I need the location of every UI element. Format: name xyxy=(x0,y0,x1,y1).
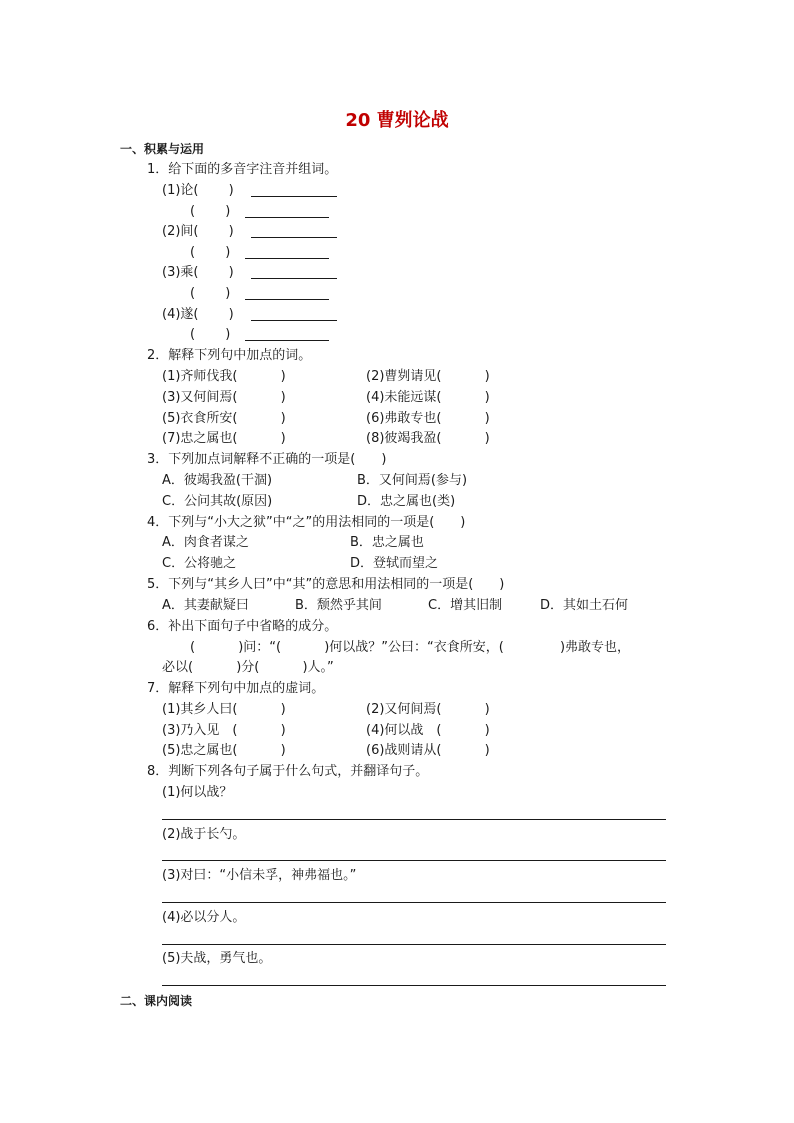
answer-blank[interactable] xyxy=(251,278,337,279)
q7-item: (3)乃入见 ( ) xyxy=(162,723,286,738)
q3-option-b: B．又何间焉(参与) xyxy=(357,473,468,488)
q1-row: ( ) xyxy=(190,286,231,301)
q1-row: (2)间( ) xyxy=(162,224,234,239)
q7-item: (2)又何间焉( ) xyxy=(366,702,490,717)
section-heading-2: 二、课内阅读 xyxy=(120,994,193,1008)
q2-item: (8)彼竭我盈( ) xyxy=(366,431,490,446)
q5-option-a: A．其妻献疑曰 xyxy=(162,598,249,613)
q2-stem: 2．解释下列句中加点的词。 xyxy=(147,348,312,363)
q8-sentence: (1)何以战？ xyxy=(162,785,233,800)
q3-stem: 3．下列加点词解释不正确的一项是( ) xyxy=(147,452,387,467)
q2-item: (4)未能远谋( ) xyxy=(366,390,490,405)
q1-row: ( ) xyxy=(190,204,231,219)
q1-row: (3)乘( ) xyxy=(162,265,234,280)
q7-item: (4)何以战 ( ) xyxy=(366,723,490,738)
answer-blank[interactable] xyxy=(251,196,337,197)
answer-line[interactable] xyxy=(162,902,666,903)
q3-option-a: A．彼竭我盈(干涸) xyxy=(162,473,273,488)
page-title: 20 曹刿论战 xyxy=(345,110,449,131)
q4-option-a: A．肉食者谋之 xyxy=(162,535,249,550)
answer-blank[interactable] xyxy=(245,340,329,341)
q1-stem: 1．给下面的多音字注音并组词。 xyxy=(147,162,338,177)
q4-option-d: D．登轼而望之 xyxy=(350,556,439,571)
q6-line: 必以( )分( )人。” xyxy=(162,660,334,675)
q4-option-c: C．公将驰之 xyxy=(162,556,237,571)
q6-line: ( )问：“( )何以战？”公曰：“衣食所安，( )弗敢专也， xyxy=(190,640,631,655)
q8-sentence: (4)必以分人。 xyxy=(162,910,246,925)
q8-stem: 8．判断下列各句子属于什么句式，并翻译句子。 xyxy=(147,764,429,779)
q1-row: ( ) xyxy=(190,327,231,342)
q2-item: (5)衣食所安( ) xyxy=(162,411,286,426)
section-heading-1: 一、积累与运用 xyxy=(120,142,205,156)
answer-blank[interactable] xyxy=(245,217,329,218)
q1-row: (4)遂( ) xyxy=(162,307,234,322)
q5-option-c: C．增其旧制 xyxy=(428,598,503,613)
answer-blank[interactable] xyxy=(251,320,337,321)
answer-line[interactable] xyxy=(162,985,666,986)
q7-stem: 7．解释下列句中加点的虚词。 xyxy=(147,681,325,696)
q8-sentence: (2)战于长勺。 xyxy=(162,827,246,842)
answer-line[interactable] xyxy=(162,819,666,820)
answer-blank[interactable] xyxy=(251,237,337,238)
q6-stem: 6．补出下面句子中省略的成分。 xyxy=(147,619,338,634)
q2-item: (3)又何间焉( ) xyxy=(162,390,286,405)
q8-sentence: (3)对曰：“小信未孚，神弗福也。” xyxy=(162,868,357,883)
answer-blank[interactable] xyxy=(245,258,329,259)
q2-item: (7)忠之属也( ) xyxy=(162,431,286,446)
q2-item: (1)齐师伐我( ) xyxy=(162,369,286,384)
answer-line[interactable] xyxy=(162,944,666,945)
q7-item: (5)忠之属也( ) xyxy=(162,743,286,758)
answer-line[interactable] xyxy=(162,860,666,861)
answer-blank[interactable] xyxy=(245,299,329,300)
q2-item: (6)弗敢专也( ) xyxy=(366,411,490,426)
q7-item: (6)战则请从( ) xyxy=(366,743,490,758)
q4-option-b: B．忠之属也 xyxy=(350,535,424,550)
q5-option-b: B．颓然乎其间 xyxy=(295,598,382,613)
q1-row: (1)论( ) xyxy=(162,183,234,198)
q1-row: ( ) xyxy=(190,245,231,260)
q3-option-d: D．忠之属也(类) xyxy=(357,494,456,509)
q7-item: (1)其乡人曰( ) xyxy=(162,702,286,717)
q2-item: (2)曹刿请见( ) xyxy=(366,369,490,384)
q3-option-c: C．公问其故(原因) xyxy=(162,494,273,509)
q8-sentence: (5)夫战，勇气也。 xyxy=(162,951,272,966)
q5-option-d: D．其如土石何 xyxy=(540,598,629,613)
q5-stem: 5．下列与“其乡人曰”中“其”的意思和用法相同的一项是( ) xyxy=(147,577,505,592)
q4-stem: 4．下列与“小大之狱”中“之”的用法相同的一项是( ) xyxy=(147,515,466,530)
